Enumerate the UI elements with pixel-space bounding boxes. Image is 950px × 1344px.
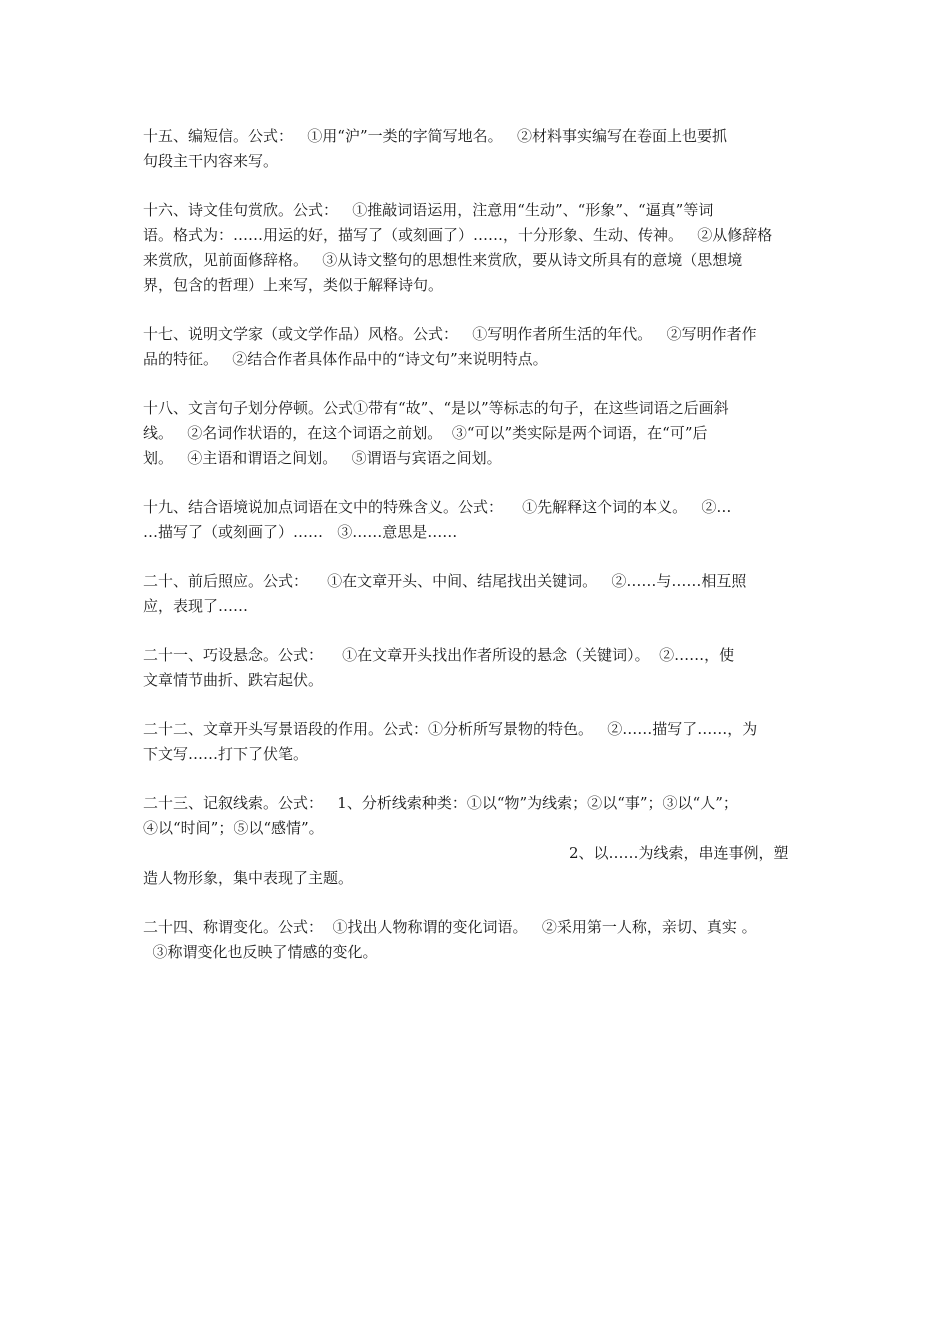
text-line: 划。 ④主语和谓语之间划。 ⑤谓语与宾语之间划。 — [143, 449, 502, 467]
text-line: 语。格式为：……用运的好，描写了（或刻画了）……，十分形象、生动、传神。 ②从修辞格 — [143, 226, 773, 244]
text-line: 二十三、记叙线索。公式： 1、分析线索种类：①以“物”为线索；②以“事”；③以“人”； — [143, 794, 738, 812]
paragraph-21 — [143, 643, 815, 693]
text-line: 文章情节曲折、跌宕起伏。 — [143, 671, 324, 689]
paragraph-22 — [143, 717, 815, 767]
text-line: 二十四、称谓变化。公式： ①找出人物称谓的变化词语。 ②采用第一人称，亲切、真实 。 — [143, 918, 757, 936]
text-line: ④以“时间”；⑤以“感情”。 — [143, 819, 324, 837]
text-line: 下文写……打下了伏笔。 — [143, 745, 309, 763]
text-line: 十七、说明文学家（或文学作品）风格。公式： ①写明作者所生活的年代。 ②写明作者作 — [143, 325, 757, 343]
text-line: 二十二、文章开头写景语段的作用。公式：①分析所写景物的特色。 ②……描写了……，为 — [143, 720, 758, 738]
text-line: 十六、诗文佳句赏欣。公式： ①推敲词语运用，注意用“生动”、“形象”、“逼真”等词 — [143, 201, 714, 219]
text-line: 品的特征。 ②结合作者具体作品中的“诗文句”来说明特点。 — [143, 350, 548, 368]
text-line: 十五、编短信。公式： ①用“沪”一类的字简写地名。 ②材料事实编写在卷面上也要抓 — [143, 127, 727, 145]
text-line: 来赏欣，见前面修辞格。 ③从诗文整句的思想性来赏欣，要从诗文所具有的意境（思想境 — [143, 251, 743, 269]
document-page — [143, 124, 815, 989]
text-line: 十八、文言句子划分停顿。公式①带有“故”、“是以”等标志的句子，在这些词语之后画斜 — [143, 399, 729, 417]
paragraph-18 — [143, 396, 815, 471]
paragraph-16 — [143, 198, 815, 298]
text-line: 十九、结合语境说加点词语在文中的特殊含义。公式： ①先解释这个词的本义。 ②… — [143, 498, 732, 516]
text-line: 二十一、巧设悬念。公式： ①在文章开头找出作者所设的悬念（关键词）。 ②……，使 — [143, 646, 735, 664]
text-line: ③称谓变化也反映了情感的变化。 — [143, 943, 378, 961]
text-line-indented: 2、以……为线索，串连事例，塑 — [569, 844, 789, 862]
text-line: 造人物形象，集中表现了主题。 — [143, 869, 354, 887]
text-line: 线。 ②名词作状语的，在这个词语之前划。 ③“可以”类实际是两个词语，在“可”后 — [143, 424, 708, 442]
text-line: 界，包含的哲理）上来写，类似于解释诗句。 — [143, 276, 444, 294]
paragraph-15 — [143, 124, 815, 174]
paragraph-23 — [143, 791, 815, 891]
text-line: 句段主干内容来写。 — [143, 152, 279, 170]
text-line: …描写了（或刻画了）…… ③……意思是…… — [143, 523, 458, 541]
text-line: 应，表现了…… — [143, 597, 249, 615]
paragraph-19 — [143, 495, 815, 545]
paragraph-17 — [143, 322, 815, 372]
paragraph-24 — [143, 915, 815, 965]
paragraph-20 — [143, 569, 815, 619]
text-line: 二十、前后照应。公式： ①在文章开头、中间、结尾找出关键词。 ②……与……相互照 — [143, 572, 747, 590]
